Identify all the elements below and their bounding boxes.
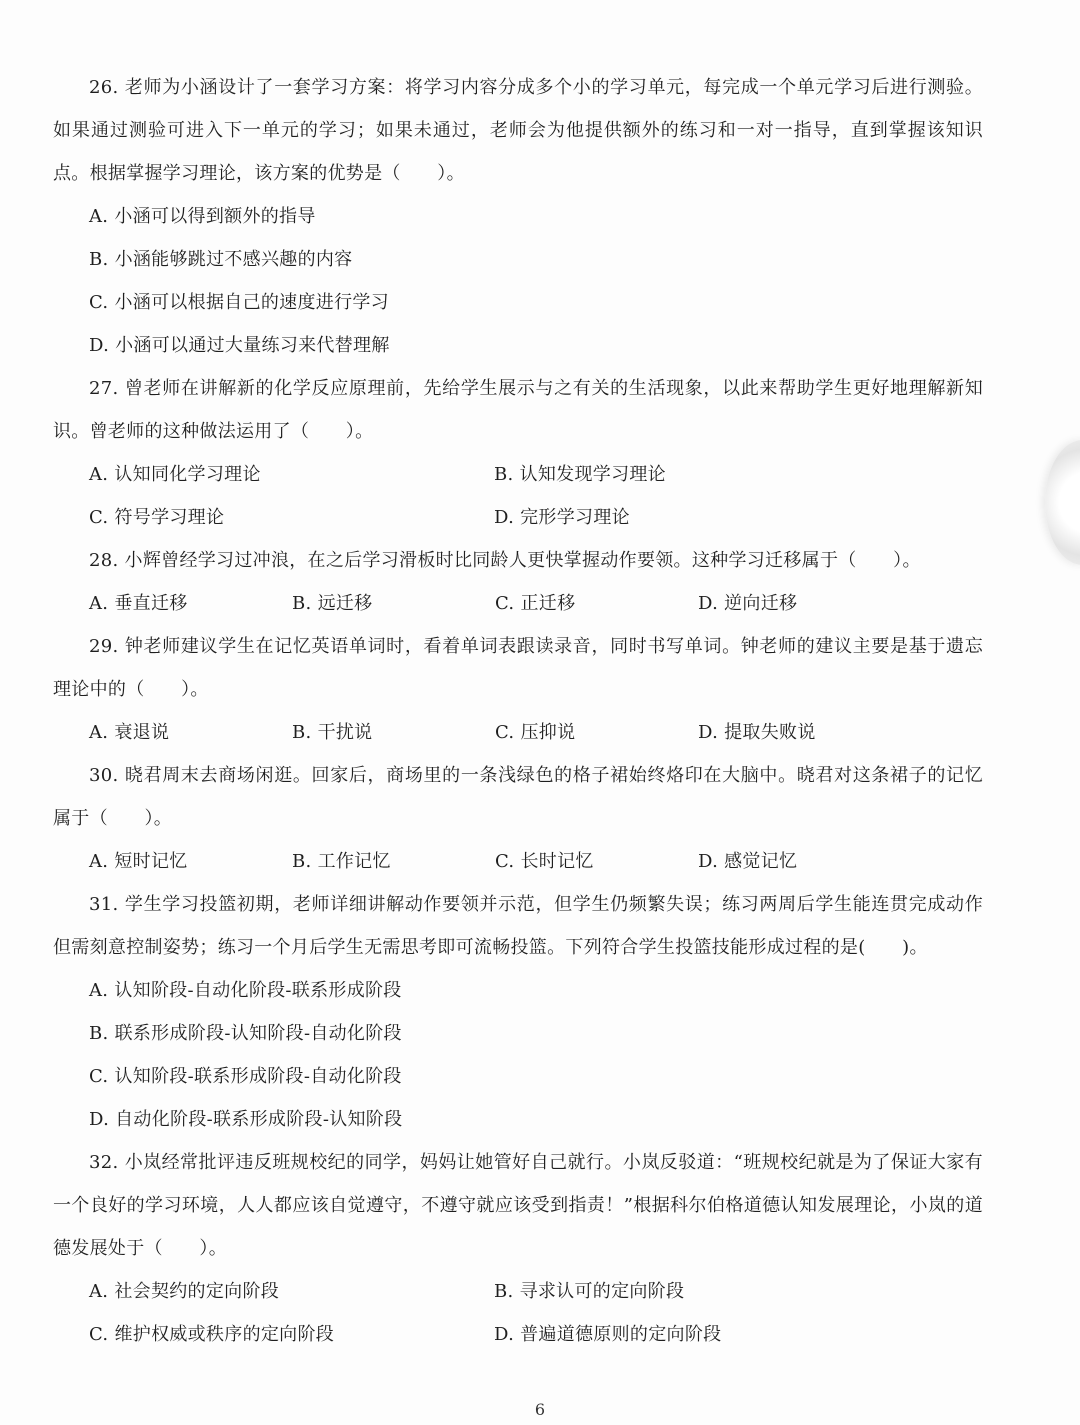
- option-31-a: A. 认知阶段-自动化阶段-联系形成阶段: [89, 980, 402, 1001]
- option-26-b: B. 小涵能够跳过不感兴趣的内容: [89, 249, 353, 270]
- option-32-d: D. 普遍道德原则的定向阶段: [494, 1324, 722, 1345]
- option-30-c: C. 长时记忆: [495, 851, 594, 872]
- option-28-d: D. 逆向迁移: [698, 593, 798, 614]
- option-30-a: A. 短时记忆: [89, 851, 188, 872]
- question-28-options: [53, 582, 983, 625]
- question-27-options: [53, 453, 983, 539]
- option-29-a: A. 衰退说: [89, 722, 170, 743]
- page-edge-curl: [1045, 440, 1080, 565]
- question-28-stem: 28. 小辉曾经学习过冲浪，在之后学习滑板时比同龄人更快掌握动作要领。这种学习迁移属于（ ）。: [89, 550, 921, 571]
- option-29-b: B. 干扰说: [292, 722, 373, 743]
- option-26-c: C. 小涵可以根据自己的速度进行学习: [89, 292, 389, 313]
- option-27-c: C. 符号学习理论: [89, 507, 225, 528]
- question-32-stem: 32. 小岚经常批评违反班规校纪的同学，妈妈让她管好自己就行。小岚反驳道：“班规校纪就是为了保证大家有一个良好的学习环境，人人都应该自觉遵守，不遵守就应该受到指责！”根据科尔伯格道德认知发展理论，小岚的道德发展处于（ ）。: [53, 1152, 983, 1259]
- question-27-stem: 27. 曾老师在讲解新的化学反应原理前，先给学生展示与之有关的生活现象，以此来帮助学生更好地理解新知识。曾老师的这种做法运用了（ ）。: [53, 378, 983, 442]
- option-30-d: D. 感觉记忆: [698, 851, 798, 872]
- option-31-c: C. 认知阶段-联系形成阶段-自动化阶段: [89, 1066, 402, 1087]
- option-27-a: A. 认知同化学习理论: [89, 464, 261, 485]
- option-28-a: A. 垂直迁移: [89, 593, 188, 614]
- question-26-stem: 26. 老师为小涵设计了一套学习方案：将学习内容分成多个小的学习单元，每完成一个单元学习后进行测验。如果通过测验可进入下一单元的学习；如果未通过，老师会为他提供额外的练习和一对一指导，直到掌握该知识点。根据掌握学习理论，该方案的优势是（ ）。: [53, 77, 983, 184]
- question-32-options: [53, 1270, 983, 1356]
- option-31-d: D. 自动化阶段-联系形成阶段-认知阶段: [89, 1109, 403, 1130]
- question-29-options: [53, 711, 983, 754]
- question-list: [53, 66, 983, 1356]
- question-26-options: [53, 195, 983, 367]
- question-30-stem: 30. 晓君周末去商场闲逛。回家后，商场里的一条浅绿色的格子裙始终烙印在大脑中。晓君对这条裙子的记忆属于（ ）。: [53, 765, 983, 829]
- option-29-d: D. 提取失败说: [698, 722, 816, 743]
- option-31-b: B. 联系形成阶段-认知阶段-自动化阶段: [89, 1023, 402, 1044]
- question-31-options: [53, 969, 983, 1141]
- option-26-d: D. 小涵可以通过大量练习来代替理解: [89, 335, 390, 356]
- option-32-c: C. 维护权威或秩序的定向阶段: [89, 1324, 335, 1345]
- question-31-stem: 31. 学生学习投篮初期，老师详细讲解动作要领并示范，但学生仍频繁失误；练习两周后学生能连贯完成动作但需刻意控制姿势；练习一个月后学生无需思考即可流畅投篮。下列符合学生投篮技能形成过程的是( )。: [53, 894, 983, 958]
- option-27-b: B. 认知发现学习理论: [494, 464, 666, 485]
- page-number: 6: [534, 1400, 546, 1419]
- option-28-b: B. 远迁移: [292, 593, 373, 614]
- option-26-a: A. 小涵可以得到额外的指导: [89, 206, 316, 227]
- option-32-b: B. 寻求认可的定向阶段: [494, 1281, 685, 1302]
- option-29-c: C. 压抑说: [495, 722, 576, 743]
- option-32-a: A. 社会契约的定向阶段: [89, 1281, 280, 1302]
- option-30-b: B. 工作记忆: [292, 851, 391, 872]
- option-28-c: C. 正迁移: [495, 593, 576, 614]
- option-27-d: D. 完形学习理论: [494, 507, 630, 528]
- question-30-options: [53, 840, 983, 883]
- question-29-stem: 29. 钟老师建议学生在记忆英语单词时，看着单词表跟读录音，同时书写单词。钟老师的建议主要是基于遗忘理论中的（ ）。: [53, 636, 983, 700]
